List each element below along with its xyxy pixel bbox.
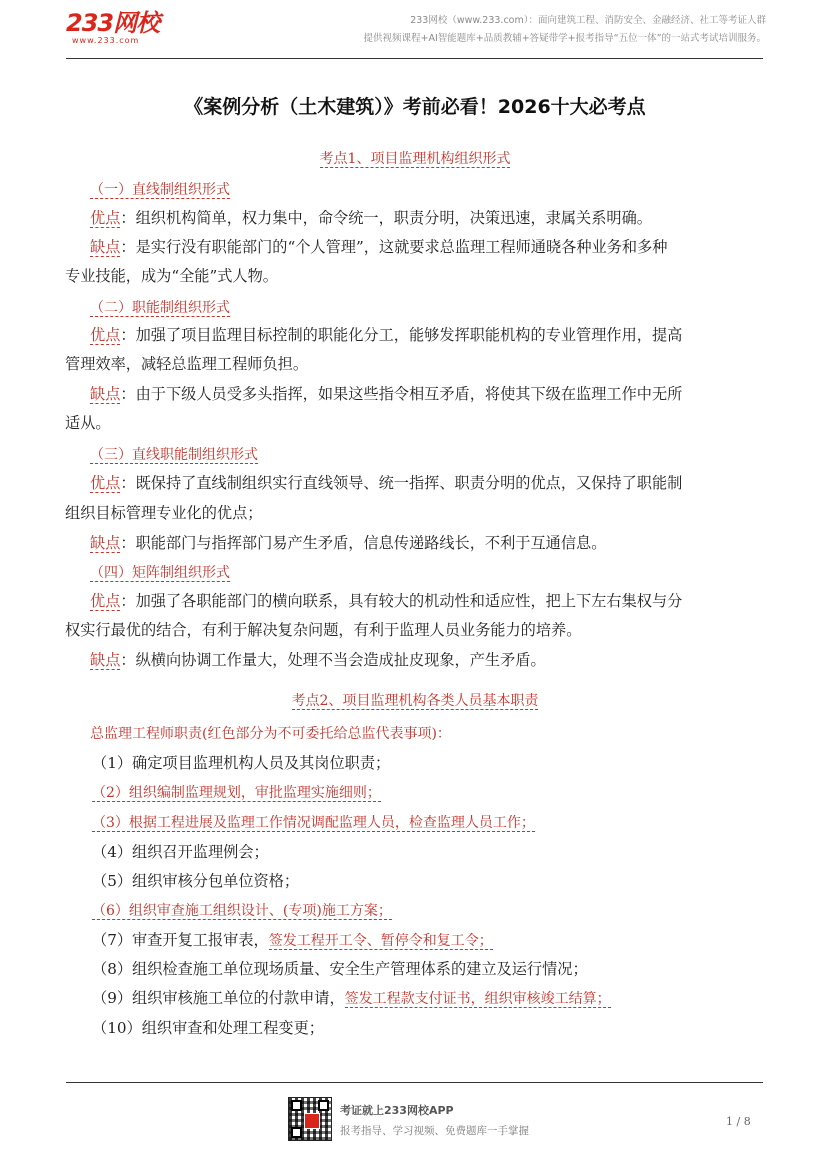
- qr-finder: [291, 1100, 302, 1111]
- header-description: [296, 12, 766, 48]
- list-item: （7）审查开复工报审表，签发工程开工令、暂停令和复工令；: [92, 931, 493, 949]
- list-item: （6）组织审查施工组织设计、(专项)施工方案；: [92, 903, 392, 919]
- paragraph: 缺点：纵横向协调工作量大，处理不当会造成扯皮现象，产生矛盾。: [90, 651, 546, 669]
- paragraph: 优点：既保持了直线制组织实行直线领导、统一指挥、职责分明的优点，又保持了职能制: [90, 474, 683, 492]
- subsection-4-heading: （四）矩阵制组织形式: [90, 565, 230, 581]
- page-number: 1 / 8: [726, 1115, 751, 1128]
- logo-text: 233网校: [66, 9, 160, 37]
- paragraph: 优点：加强了各职能部门的横向联系，具有较大的机动性和适应性，把上下左右集权与分: [90, 592, 683, 610]
- subsection-1-heading: （一）直线制组织形式: [90, 182, 230, 198]
- paragraph-cont: 适从。: [65, 414, 111, 432]
- subsection-3-heading: （三）直线职能制组织形式: [90, 447, 258, 463]
- paragraph-cont: 组织目标管理专业化的优点；: [65, 504, 263, 522]
- footer-app-promo: 考证就上233网校APP: [340, 1104, 454, 1117]
- qr-code-icon: [288, 1097, 332, 1141]
- paragraph-cont: 管理效率，减轻总监理工程师负担。: [65, 355, 308, 373]
- header-divider: [66, 58, 763, 59]
- footer-divider: [66, 1082, 763, 1083]
- paragraph-cont: 权实行最优的结合，有利于解决复杂问题，有利于监理人员业务能力的培养。: [65, 621, 582, 639]
- list-item: （8）组织检查施工单位现场质量、安全生产管理体系的建立及运行情况；: [92, 960, 588, 978]
- list-item: （4）组织召开监理例会；: [92, 843, 269, 861]
- footer-app-desc: 报考指导、学习视频、免费题库一手掌握: [340, 1125, 529, 1137]
- paragraph: 缺点：职能部门与指挥部门易产生矛盾，信息传递路线长，不利于互通信息。: [90, 534, 607, 552]
- page-header: [66, 10, 766, 58]
- subsection-2-heading: （二）职能制组织形式: [90, 300, 230, 316]
- list-item: （9）组织审核施工单位的付款申请，签发工程款支付证书，组织审核竣工结算；: [92, 989, 611, 1007]
- duties-intro: 总监理工程师职责(红色部分为不可委托给总监代表事项)：: [90, 726, 451, 742]
- list-item: （2）组织编制监理规划，审批监理实施细则；: [92, 785, 381, 801]
- list-item: （10）组织审查和处理工程变更；: [92, 1019, 324, 1037]
- list-item: （3）根据工程进展及监理工作情况调配监理人员，检查监理人员工作；: [92, 815, 535, 831]
- header-line-1: 233网校（www.233.com）：面向建筑工程、消防安全、金融经济、社工等考证人群: [410, 15, 766, 26]
- paragraph: 优点：加强了项目监理目标控制的职能化分工，能够发挥职能机构的专业管理作用，提高: [90, 326, 683, 344]
- paragraph-cont: 专业技能，成为“全能”式人物。: [65, 267, 278, 285]
- qr-logo-icon: [304, 1113, 320, 1129]
- document-title: 《案例分析（土木建筑）》考前必看！2026十大必考点: [184, 96, 646, 118]
- section-2-heading: 考点2、项目监理机构各类人员基本职责: [291, 693, 539, 709]
- qr-finder: [318, 1100, 329, 1111]
- list-item: （1）确定项目监理机构人员及其岗位职责；: [92, 754, 391, 772]
- paragraph: 优点：组织机构简单，权力集中，命令统一，职责分明，决策迅速，隶属关系明确。: [90, 209, 652, 227]
- paragraph: 缺点：是实行没有职能部门的“个人管理”，这就要求总监理工程师通晓各种业务和多种: [90, 238, 668, 256]
- site-logo: [66, 10, 159, 45]
- qr-finder: [291, 1127, 302, 1138]
- section-1-heading: 考点1、项目监理机构组织形式: [319, 151, 511, 167]
- paragraph: 缺点：由于下级人员受多头指挥，如果这些指令相互矛盾，将使其下级在监理工作中无所: [90, 385, 683, 403]
- header-line-2: 提供视频课程+AI智能题库+品质教辅+答疑带学+报考指导“五位一体”的一站式考试培训服务。: [363, 33, 766, 44]
- list-item: （5）组织审核分包单位资格；: [92, 872, 300, 890]
- logo-url: www.233.com: [72, 36, 140, 45]
